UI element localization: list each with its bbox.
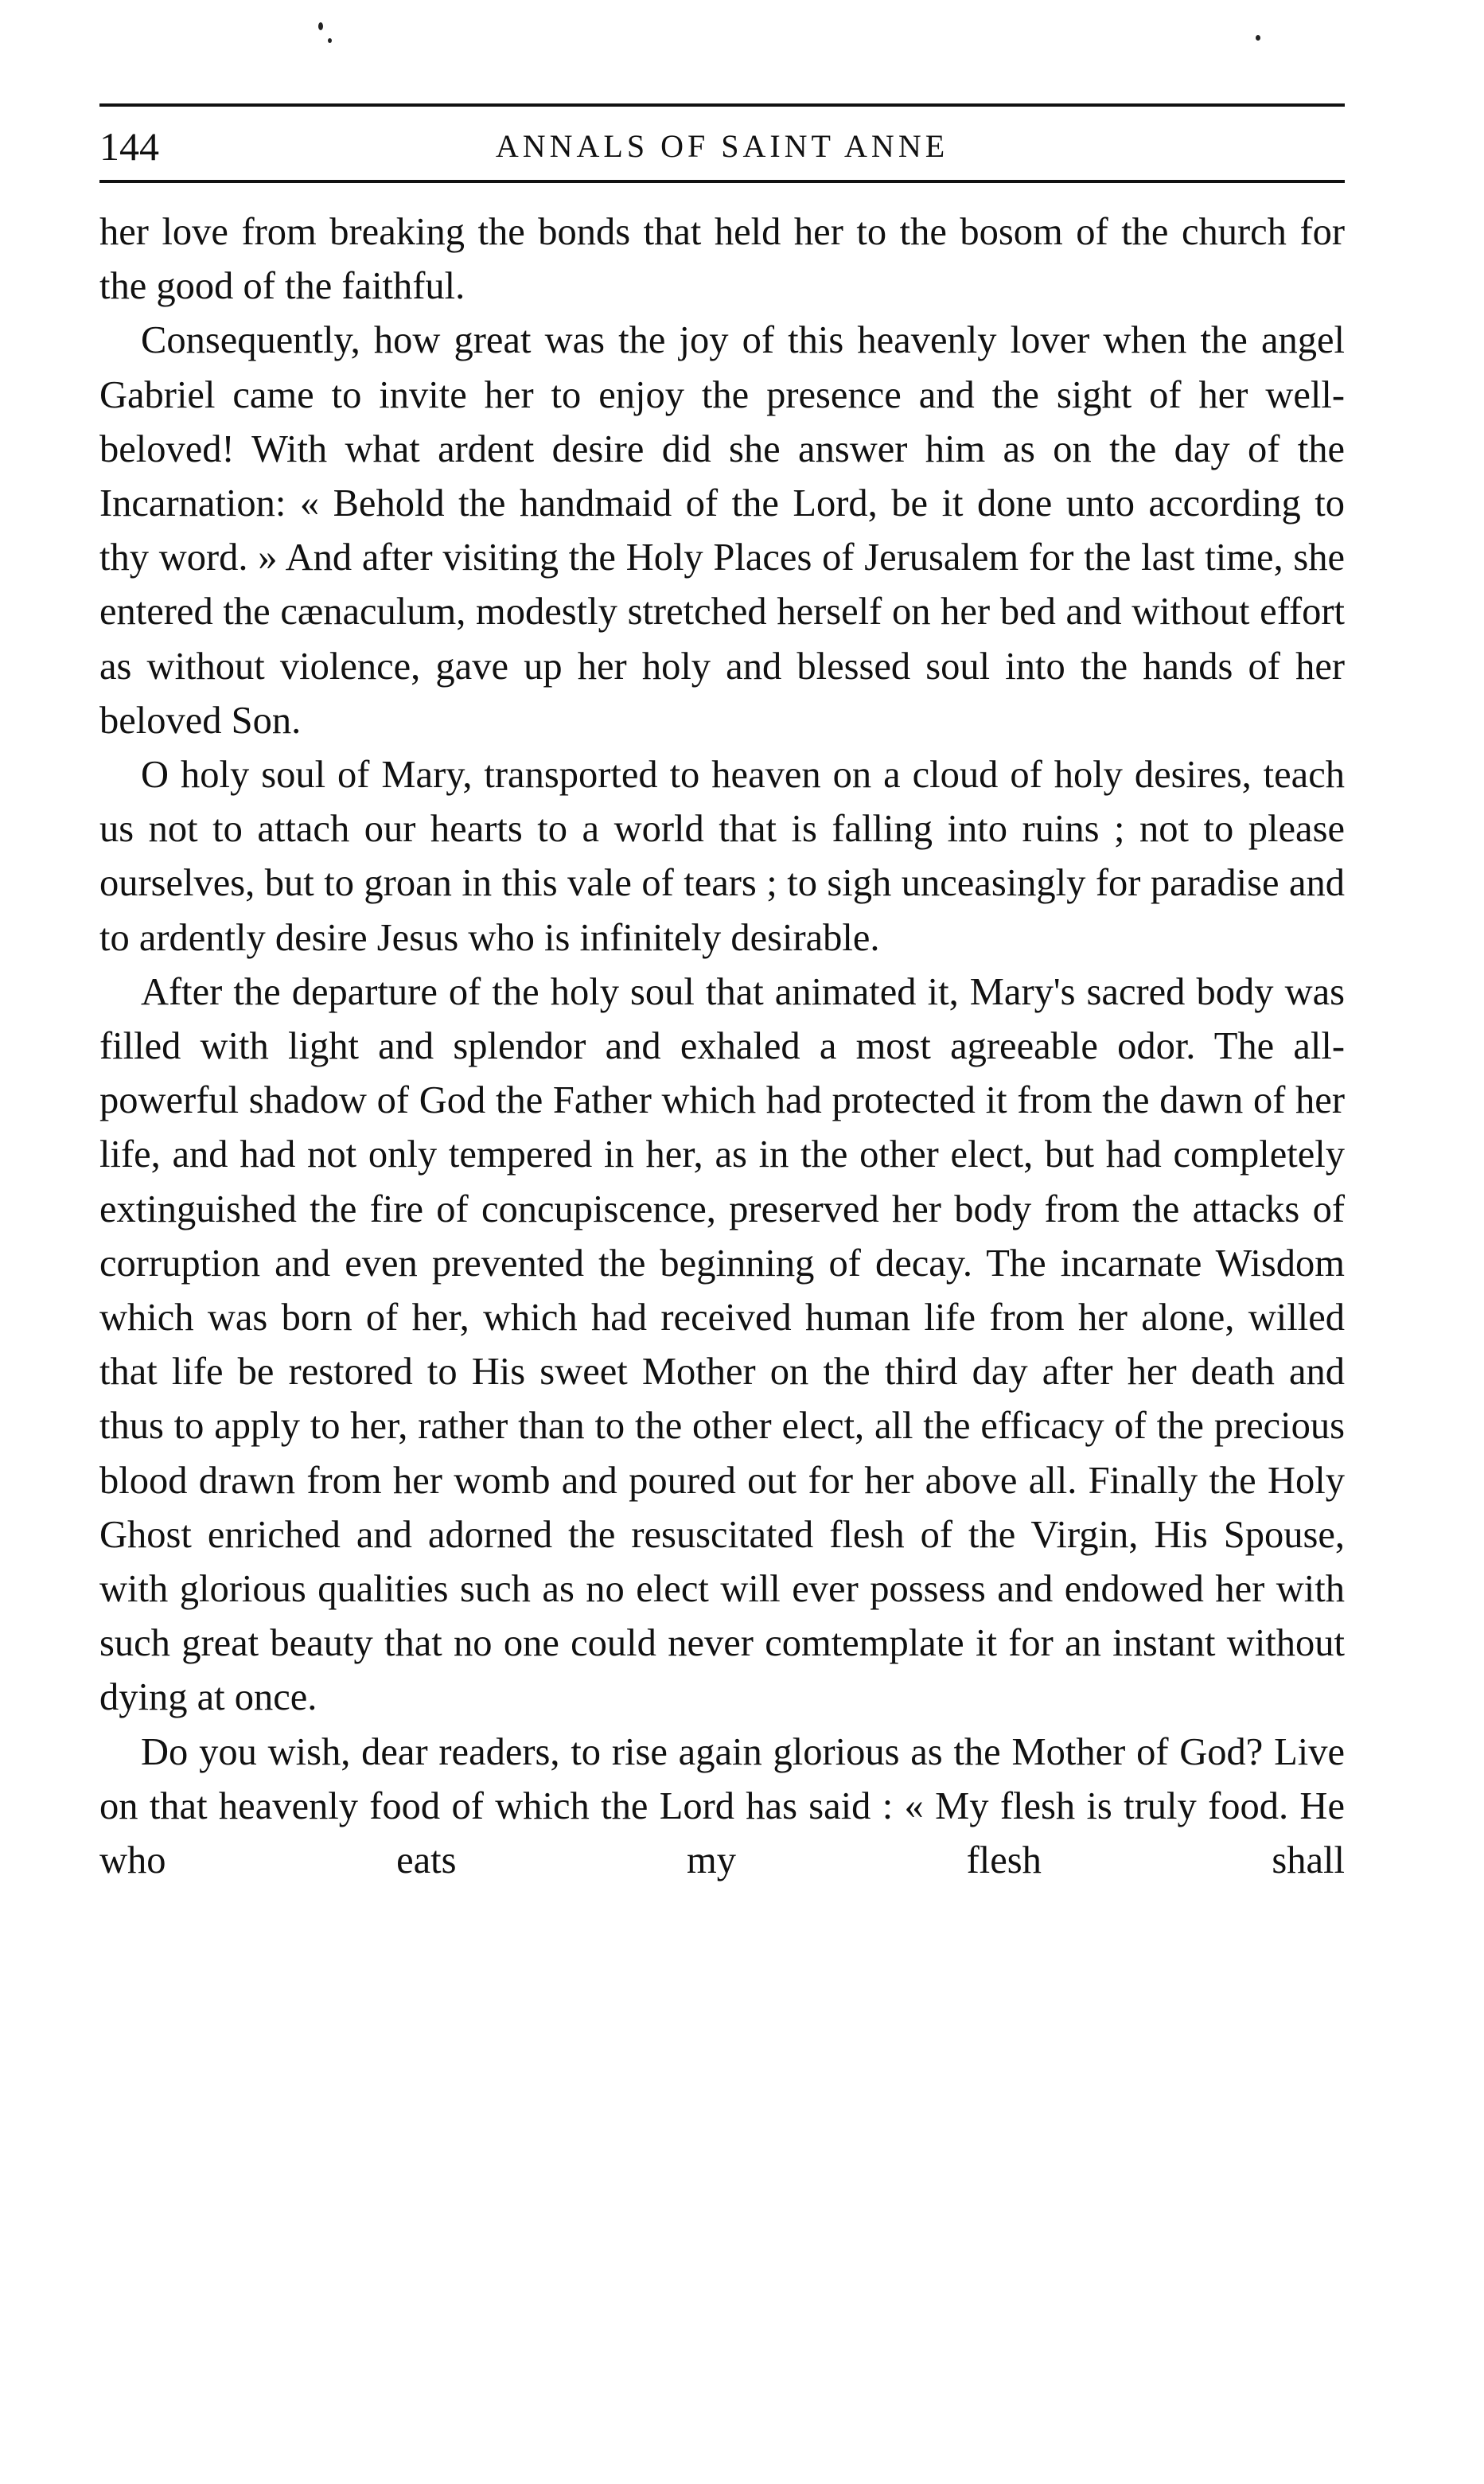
- paragraph-continuation: her love from breaking the bonds that held her to the bosom of the church for the good of the faithful.: [99, 211, 1345, 308]
- page-number: 144: [99, 124, 159, 169]
- header-rule-top: [99, 103, 1345, 107]
- paragraph-gabriel: Consequently, how great was the joy of this heavenly lover when the angel Gabriel came to invite her to enjoy the presence and the sight of her well-beloved! With what ardent desire did she answer him as on the day of the Incarnation: « Behold the handmaid of the Lord, be it done unto according to thy word. » And after visiting the Holy Places of Jerusalem for the last time, she entered the cænaculum, modestly stretched herself on her bed and without effort as without violence, gave up her holy and blessed soul into the hands of her beloved Son.: [99, 319, 1345, 742]
- print-speck: [328, 38, 332, 43]
- print-speck: [318, 22, 323, 30]
- header-rule-bottom: [99, 180, 1345, 183]
- paragraph-sacred-body: After the departure of the holy soul that animated it, Mary's sacred body was filled with light and splendor and exhaled a most agreeable odor. The all-powerful shadow of God the Father which had protected it from the dawn of her life, and had not only tempered in her, as in the other elect, but had completely extinguished the fire of concupiscence, preserved her body from the attacks of corruption and even prevented the beginning of decay. The incarnate Wisdom which was born of her, which had received human life from her alone, willed that life be restored to His sweet Mother on the third day after her death and thus to apply to her, rather than to the other elect, all the efficacy of the precious blood drawn from her womb and poured out for her above all. Finally the Holy Ghost enriched and adorned the resuscitated flesh of the Virgin, His Spouse, with glorious qualities such as no elect will ever possess and endowed her with such great beauty that no one could never comtemplate it for an instant without dying at once.: [99, 970, 1345, 1719]
- paragraph-readers: Do you wish, dear readers, to rise again glorious as the Mother of God? Live on that heavenly food of which the Lord has said : « My flesh is truly food. He who eats my flesh shall: [99, 1730, 1345, 1882]
- body-text: [99, 205, 1345, 1888]
- book-page: [99, 103, 1345, 1888]
- print-speck: [1256, 35, 1260, 41]
- paragraph-holy-soul: O holy soul of Mary, transported to heaven on a cloud of holy desires, teach us not to attach our hearts to a world that is falling into ruins ; not to please ourselves, but to groan in this vale of tears ; to sigh unceasingly for paradise and to ardently desire Jesus who is infinitely desirable.: [99, 754, 1345, 959]
- running-title: ANNALS OF SAINT ANNE: [495, 128, 949, 164]
- running-head: [99, 118, 1345, 175]
